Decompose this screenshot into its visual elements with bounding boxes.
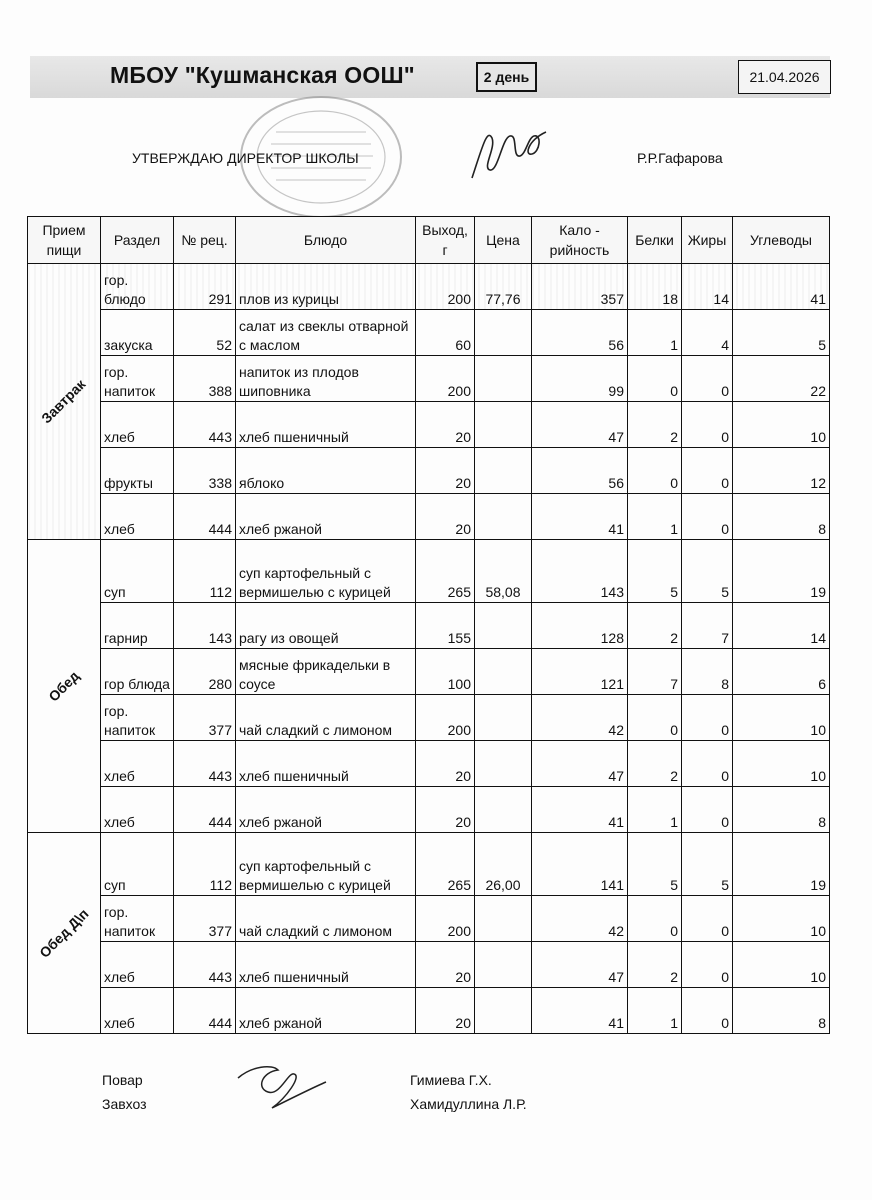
cell-recipe: 443 [174,402,236,448]
cell-section: гор. напиток [101,896,174,942]
cell-yield: 200 [416,695,475,741]
cell-fat: 5 [682,833,733,896]
table-row [28,787,830,833]
cell-recipe: 388 [174,356,236,402]
cell-fat: 0 [682,942,733,988]
col-meal: Прием пищи [28,217,101,264]
cell-fat: 5 [682,540,733,603]
cell-fat: 0 [682,448,733,494]
cook-signature-icon [232,1058,332,1118]
storekeeper-name: Хамидуллина Л.Р. [410,1096,527,1112]
cell-section: суп [101,833,174,896]
cell-carbs: 8 [733,787,830,833]
table-row [28,988,830,1034]
cell-price [475,494,532,540]
cell-price [475,448,532,494]
table-row [28,603,830,649]
cell-yield: 265 [416,833,475,896]
cell-dish: хлеб ржаной [236,494,416,540]
table-header-row [28,217,830,264]
cell-calories: 143 [532,540,628,603]
meal-group-label: Обед Д\п [28,833,101,1034]
cell-protein: 0 [628,356,682,402]
cell-calories: 41 [532,787,628,833]
cell-fat: 0 [682,787,733,833]
col-dish: Блюдо [236,217,416,264]
cell-dish: суп картофельный с вермишелью с курицей [236,540,416,603]
cell-price [475,695,532,741]
meal-group-label: Обед [28,540,101,833]
cell-protein: 2 [628,402,682,448]
cell-calories: 121 [532,649,628,695]
cell-calories: 357 [532,264,628,310]
cell-yield: 200 [416,264,475,310]
cell-section: хлеб [101,402,174,448]
cell-calories: 47 [532,741,628,787]
table-row [28,264,830,310]
cell-protein: 2 [628,942,682,988]
cell-section: суп [101,540,174,603]
cell-carbs: 5 [733,310,830,356]
cell-recipe: 443 [174,741,236,787]
cell-price [475,896,532,942]
cell-price [475,356,532,402]
storekeeper-role-label: Завхоз [102,1096,147,1112]
table-row [28,494,830,540]
table-row [28,833,830,896]
cell-dish: мясные фрикадельки в соусе [236,649,416,695]
cell-dish: салат из свеклы отварной с маслом [236,310,416,356]
cell-price: 58,08 [475,540,532,603]
cell-recipe: 280 [174,649,236,695]
col-recipe: № рец. [174,217,236,264]
cell-carbs: 14 [733,603,830,649]
cell-recipe: 112 [174,833,236,896]
cell-dish: яблоко [236,448,416,494]
cell-price [475,402,532,448]
cell-calories: 42 [532,896,628,942]
cell-protein: 2 [628,603,682,649]
cell-recipe: 291 [174,264,236,310]
cell-protein: 0 [628,896,682,942]
cook-role-label: Повар [102,1072,143,1088]
cell-calories: 128 [532,603,628,649]
cell-carbs: 19 [733,540,830,603]
cell-calories: 56 [532,310,628,356]
cell-recipe: 143 [174,603,236,649]
cell-fat: 0 [682,695,733,741]
cell-price [475,787,532,833]
cell-fat: 8 [682,649,733,695]
cell-price [475,649,532,695]
director-signature-icon [462,118,552,188]
cell-protein: 18 [628,264,682,310]
cell-calories: 41 [532,988,628,1034]
cell-dish: суп картофельный с вермишелью с курицей [236,833,416,896]
cell-protein: 1 [628,494,682,540]
table-row [28,310,830,356]
cell-calories: 42 [532,695,628,741]
cell-carbs: 10 [733,402,830,448]
cell-recipe: 377 [174,896,236,942]
cell-protein: 2 [628,741,682,787]
cell-yield: 20 [416,402,475,448]
cell-recipe: 444 [174,494,236,540]
table-row [28,402,830,448]
cell-protein: 5 [628,833,682,896]
cell-recipe: 52 [174,310,236,356]
table-row [28,356,830,402]
cell-yield: 20 [416,741,475,787]
cell-fat: 0 [682,988,733,1034]
cell-yield: 200 [416,896,475,942]
cell-price [475,603,532,649]
cell-price: 26,00 [475,833,532,896]
cell-dish: напиток из плодов шиповника [236,356,416,402]
menu-table [27,216,830,1034]
cell-carbs: 8 [733,494,830,540]
cell-section: закуска [101,310,174,356]
cell-fat: 4 [682,310,733,356]
cell-yield: 155 [416,603,475,649]
cell-section: гарнир [101,603,174,649]
cell-yield: 20 [416,494,475,540]
col-price: Цена [475,217,532,264]
col-calories: Кало - рийность [532,217,628,264]
cell-section: хлеб [101,787,174,833]
cell-protein: 1 [628,310,682,356]
cell-section: хлеб [101,494,174,540]
cell-section: гор. напиток [101,695,174,741]
cell-fat: 0 [682,896,733,942]
cell-price [475,741,532,787]
meal-group-label: Завтрак [28,264,101,540]
cell-yield: 20 [416,988,475,1034]
cell-dish: хлеб пшеничный [236,741,416,787]
cell-carbs: 41 [733,264,830,310]
cell-dish: плов из курицы [236,264,416,310]
col-fat: Жиры [682,217,733,264]
cell-recipe: 444 [174,988,236,1034]
cell-yield: 20 [416,787,475,833]
cell-protein: 5 [628,540,682,603]
cell-section: хлеб [101,988,174,1034]
table-row [28,448,830,494]
cell-fat: 7 [682,603,733,649]
cell-calories: 99 [532,356,628,402]
cell-carbs: 12 [733,448,830,494]
cell-section: хлеб [101,942,174,988]
cell-dish: хлеб пшеничный [236,942,416,988]
cell-carbs: 8 [733,988,830,1034]
cell-section: фрукты [101,448,174,494]
cell-section: гор блюда [101,649,174,695]
cell-section: гор. напиток [101,356,174,402]
cell-dish: рагу из овощей [236,603,416,649]
table-row [28,540,830,603]
cell-carbs: 10 [733,741,830,787]
cell-dish: чай сладкий с лимоном [236,896,416,942]
cell-protein: 0 [628,695,682,741]
cell-dish: хлеб пшеничный [236,402,416,448]
col-section: Раздел [101,217,174,264]
cell-fat: 0 [682,494,733,540]
approve-text: УТВЕРЖДАЮ ДИРЕКТОР ШКОЛЫ [132,150,359,166]
cell-price [475,942,532,988]
day-label: 2 день [476,62,537,92]
cell-protein: 7 [628,649,682,695]
cell-yield: 20 [416,942,475,988]
cell-yield: 100 [416,649,475,695]
cell-recipe: 443 [174,942,236,988]
cell-carbs: 19 [733,833,830,896]
table-row [28,896,830,942]
cell-yield: 265 [416,540,475,603]
cell-carbs: 22 [733,356,830,402]
cell-section: хлеб [101,741,174,787]
cell-protein: 1 [628,787,682,833]
table-row [28,695,830,741]
cell-recipe: 444 [174,787,236,833]
cell-fat: 0 [682,741,733,787]
col-yield: Выход, г [416,217,475,264]
table-row [28,942,830,988]
cell-calories: 47 [532,942,628,988]
cell-dish: хлеб ржаной [236,988,416,1034]
cell-carbs: 10 [733,896,830,942]
cell-price: 77,76 [475,264,532,310]
cell-calories: 47 [532,402,628,448]
cell-dish: хлеб ржаной [236,787,416,833]
cell-protein: 1 [628,988,682,1034]
cell-carbs: 10 [733,942,830,988]
cell-recipe: 377 [174,695,236,741]
director-name: Р.Р.Гафарова [637,150,723,166]
cell-section: гор. блюдо [101,264,174,310]
cell-protein: 0 [628,448,682,494]
cell-recipe: 112 [174,540,236,603]
cell-yield: 200 [416,356,475,402]
cell-yield: 20 [416,448,475,494]
cell-recipe: 338 [174,448,236,494]
cell-yield: 60 [416,310,475,356]
cell-carbs: 10 [733,695,830,741]
cell-calories: 41 [532,494,628,540]
cell-fat: 0 [682,356,733,402]
cell-fat: 14 [682,264,733,310]
date-label: 21.04.2026 [738,60,831,94]
col-carbs: Углеводы [733,217,830,264]
school-title: МБОУ "Кушманская ООШ" [110,62,415,88]
cell-fat: 0 [682,402,733,448]
cell-carbs: 6 [733,649,830,695]
table-row [28,741,830,787]
cook-name: Гимиева Г.Х. [410,1072,492,1088]
cell-calories: 56 [532,448,628,494]
col-protein: Белки [628,217,682,264]
cell-price [475,988,532,1034]
table-row [28,649,830,695]
cell-price [475,310,532,356]
cell-calories: 141 [532,833,628,896]
cell-dish: чай сладкий с лимоном [236,695,416,741]
